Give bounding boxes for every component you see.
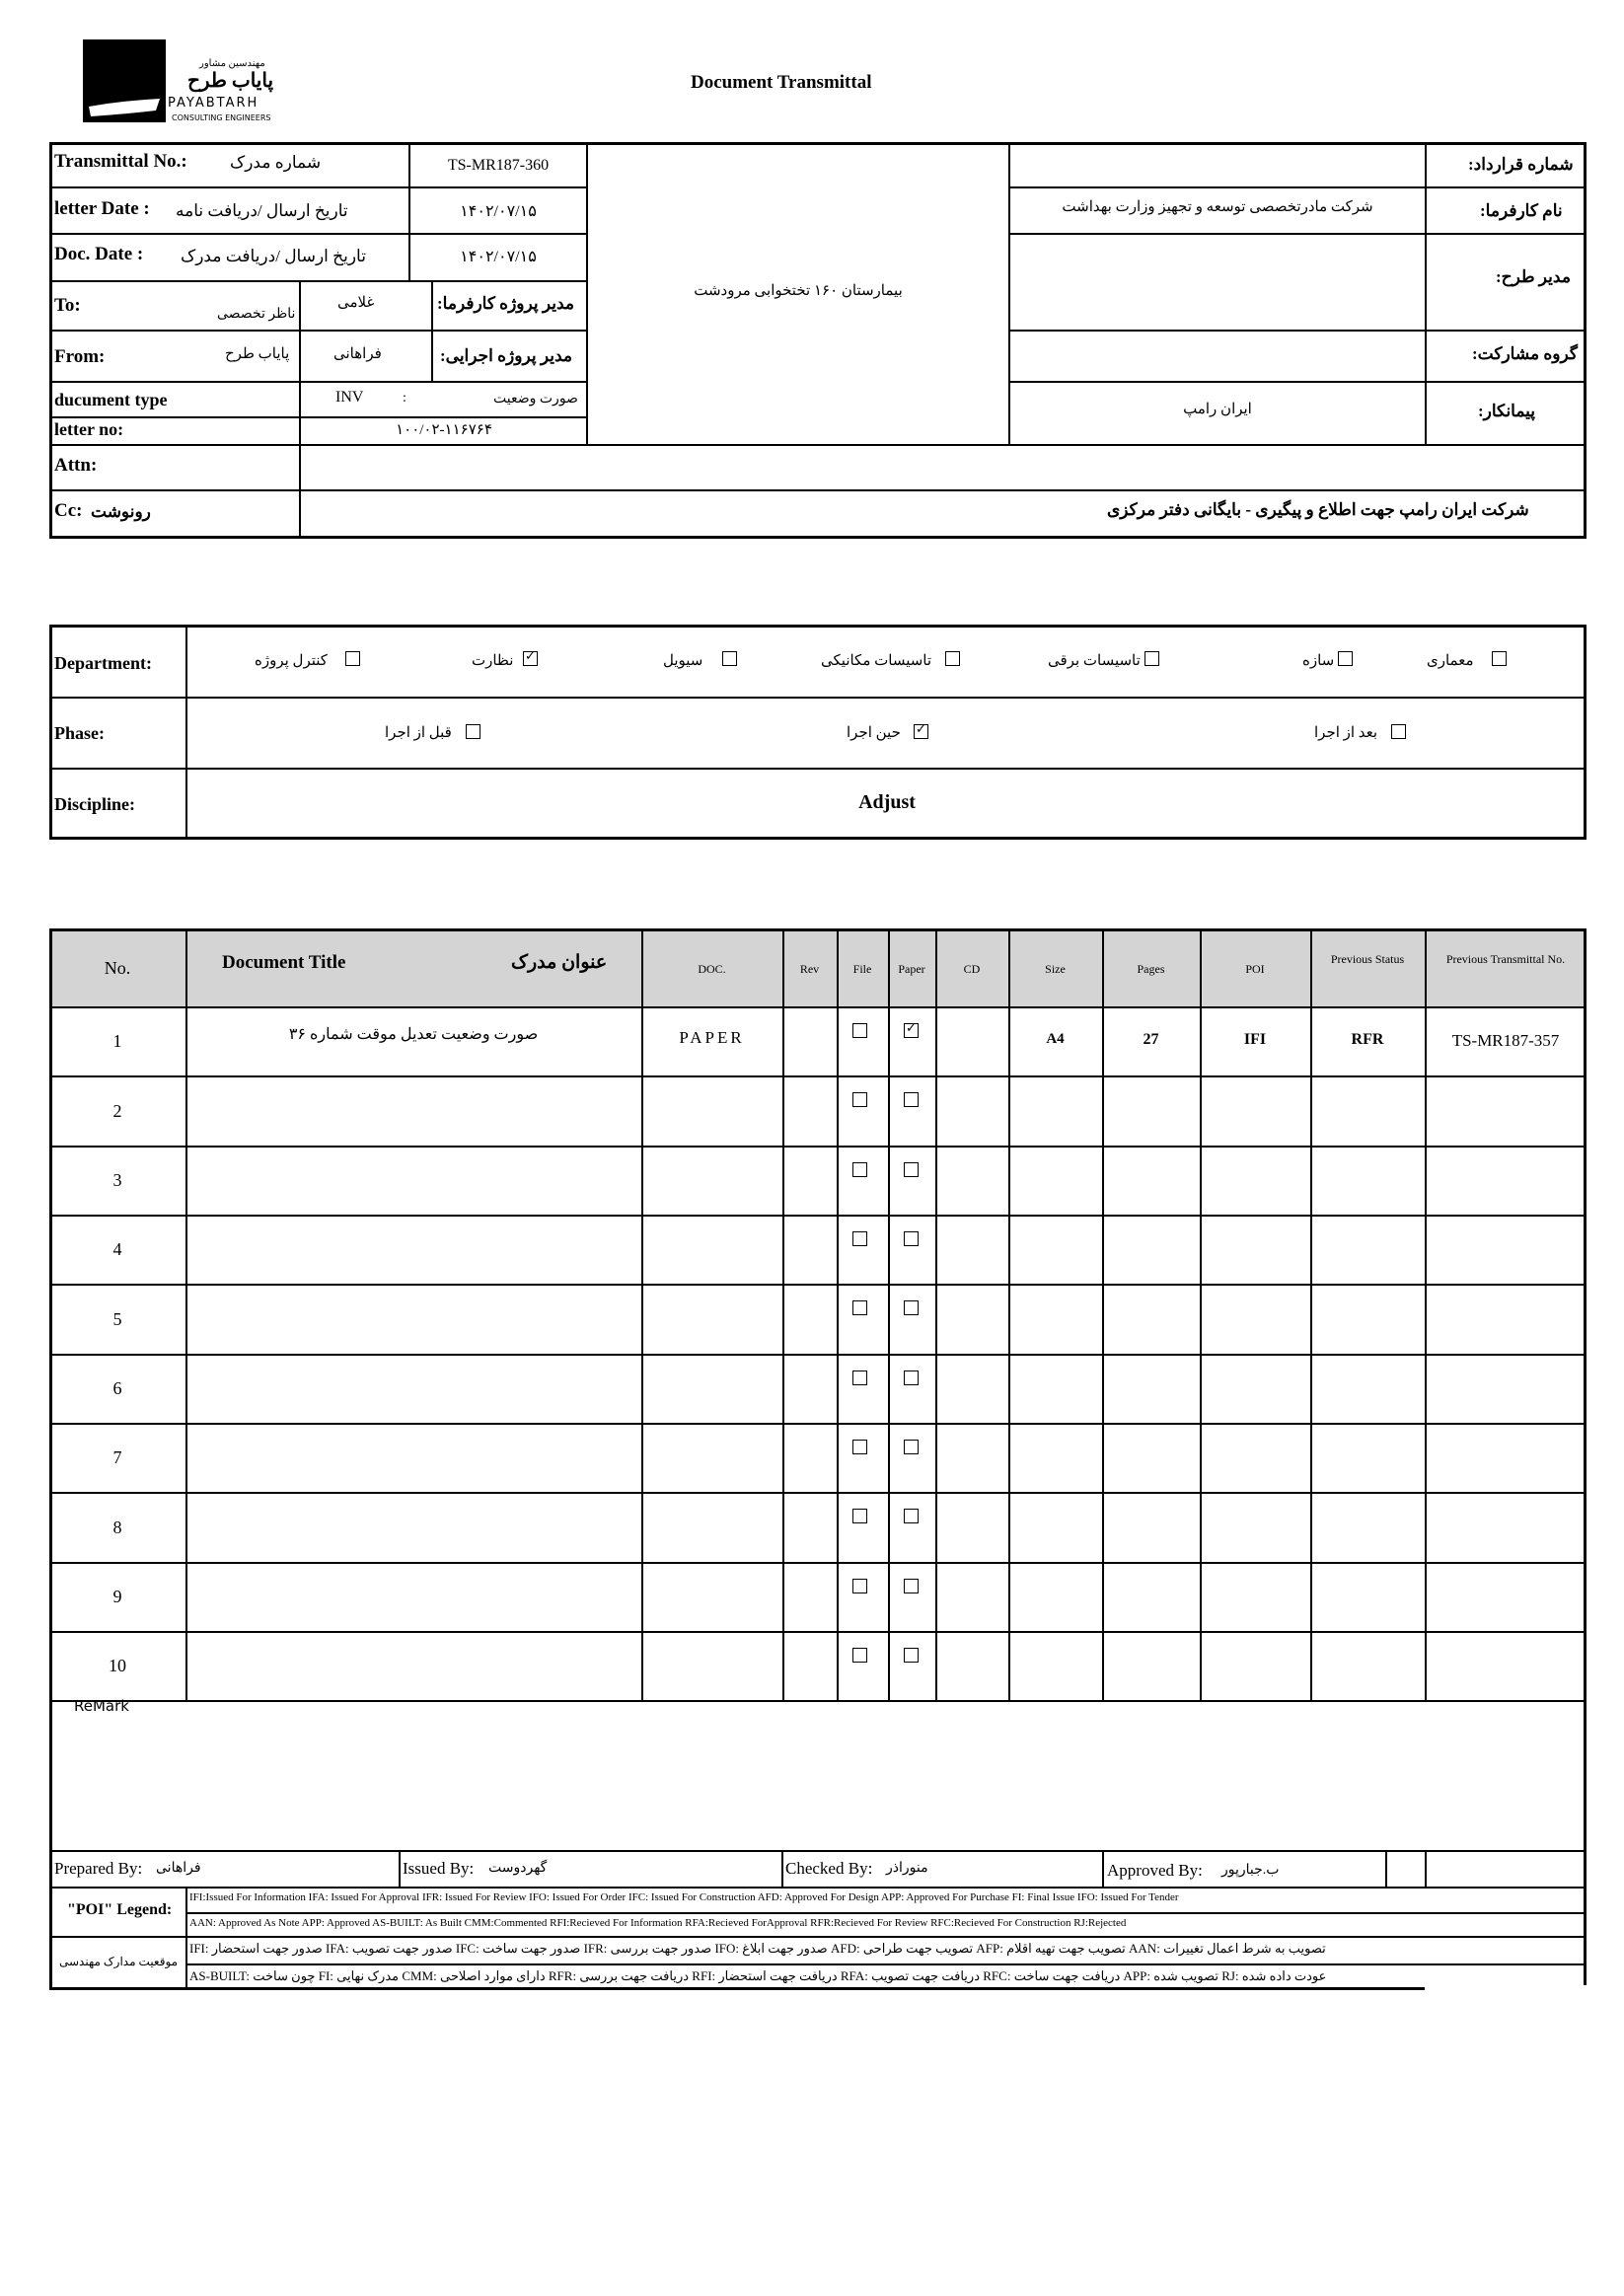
doc-type-value: INV [335,389,364,406]
from-role: مدیر پروژه اجرایی: [440,346,572,365]
department-checkbox[interactable] [1492,651,1507,666]
cc-value: شرکت ایران رامپ جهت اطلاع و پیگیری - بایگانی دفتر مرکزی [1107,500,1529,519]
file-checkbox[interactable] [852,1579,867,1593]
paper-checkbox[interactable] [904,1509,919,1523]
logo-fa-name: پایاب طرح [187,70,274,92]
header-file: File [852,962,872,976]
header-prev-status: Previous Status [1330,952,1405,966]
header-size: Size [1045,962,1066,976]
from-value: پایاب طرح [225,346,290,362]
letter-date-fa: تاریخ ارسال /دریافت نامه [176,201,348,220]
file-checkbox[interactable] [852,1092,867,1107]
cell-prev-status: RFR [1351,1031,1384,1048]
department-checkbox[interactable] [722,651,737,666]
client-label: نام کارفرما: [1480,201,1563,220]
logo-en-name: PAYABTARH [168,96,259,111]
header-poi: POI [1245,962,1265,976]
to-person: غلامی [337,295,375,311]
phase-checkbox[interactable] [466,724,480,739]
department-checkbox[interactable] [345,651,360,666]
header-no: No. [104,958,131,978]
poi-legend-line2: AAN: Approved As Note APP: Approved AS-BUILT: As Built CMM:Commented RFI:Recieved For Information RFA:Recieved ForApproval RFR:Recieved For Review RFC:Recieved For Construction RJ:Rejected [189,1917,1127,1929]
issued-by-name: گهردوست [488,1861,548,1876]
header-pages: Pages [1137,962,1165,976]
department-option-label: کنترل پروژه [255,653,328,669]
file-checkbox[interactable] [852,1231,867,1246]
phase-label: Phase: [54,723,105,743]
file-checkbox[interactable] [852,1300,867,1315]
poi-legend-label: "POI" Legend: [67,1901,173,1918]
phase-option-label: قبل از اجرا [385,725,452,741]
prepared-by-label: Prepared By: [54,1859,143,1878]
paper-checkbox[interactable] [904,1440,919,1454]
department-option-label: سازه [1302,653,1335,669]
letter-no-label: letter no: [54,419,124,439]
fa-legend-line1: IFI: صدور جهت استحضار IFA: صدور جهت تصویب IFC: صدور جهت ساخت IFR: صدور جهت بررسی IFO: صدور جهت ابلاغ AFD: تصویب جهت طراحی AFP: تصویب جهت تهیه اقلام AAN: تصویب به شرط اعمال تغییرات [189,1941,1326,1956]
discipline-value: Adjust [858,791,916,813]
checked-by-label: Checked By: [785,1859,873,1878]
file-checkbox[interactable] [852,1648,867,1663]
paper-checkbox[interactable] [904,1231,919,1246]
phase-option-label: بعد از اجرا [1314,725,1378,741]
to-role: مدیر پروژه کارفرما: [437,294,575,313]
paper-checkbox[interactable] [904,1648,919,1663]
doc-date-label: Doc. Date : [54,244,144,264]
header-title-fa: عنوان مدرک [511,952,608,973]
cell-size: A4 [1046,1031,1065,1047]
header-prev-transmittal: Previous Transmittal No. [1445,952,1566,966]
letter-date-value: ۱۴۰۲/۰۷/۱۵ [460,203,537,220]
department-option-label: سیویل [663,653,703,669]
logo-en-sub: CONSULTING ENGINEERS [172,113,271,122]
header-title-en: Document Title [222,952,346,973]
fa-legend-line2: AS-BUILT: چون ساخت FI: مدرک نهایی CMM: دارای موارد اصلاحی RFR: دریافت جهت بررسی RFI: دریافت جهت استحضار RFA: دریافت جهت تصویب RFC: دریافت جهت ساخت APP: تصویب شده RJ: عودت داده شده [189,1968,1327,1983]
doc-type-colon: : [403,391,406,406]
partnership-label: گروه مشارکت: [1472,344,1578,363]
logo-fa-top: مهندسین مشاور [199,58,265,69]
plan-manager-label: مدیر طرح: [1496,267,1571,286]
paper-checkbox[interactable] [904,1300,919,1315]
file-checkbox[interactable] [852,1509,867,1523]
department-option-label: تاسیسات مکانیکی [821,653,932,669]
cell-doc: PAPER [679,1028,745,1047]
transmittal-no-label: Transmittal No.: [54,151,187,172]
cc-label: Cc: [54,500,83,521]
file-checkbox[interactable] [852,1162,867,1177]
file-checkbox[interactable] [852,1440,867,1454]
poi-legend-line1: IFI:Issued For Information IFA: Issued For Approval IFR: Issued For Review IFO: Issued For Order IFC: Issued For Construction AFD: Approved For Design APP: Approved For Purchase FI: Final Issue IFO: Issued For Tender [189,1891,1179,1903]
from-person: فراهانی [333,346,382,362]
letter-no-value: ۱۰۰/۰۲-۱۱۶۷۶۴ [396,422,492,438]
cell-no: 2 [112,1101,122,1121]
fa-legend-label: موقعیت مدارک مهندسی [59,1955,179,1968]
phase-option-label: حین اجرا [847,725,901,741]
header-rev: Rev [799,962,820,976]
contract-no-label: شماره قرارداد: [1468,155,1574,174]
cell-no: 3 [112,1170,122,1190]
department-option-label: تاسیسات برقی [1048,653,1141,669]
header-cd: CD [963,962,981,976]
from-label: From: [54,346,106,367]
issued-by-label: Issued By: [403,1859,475,1878]
cell-no: 1 [112,1031,122,1051]
doc-date-value: ۱۴۰۲/۰۷/۱۵ [460,249,537,265]
phase-checkbox[interactable] [914,724,928,739]
cell-title: صورت وضعیت تعدیل موقت شماره ۳۶ [288,1026,539,1043]
paper-checkbox[interactable] [904,1370,919,1385]
paper-checkbox[interactable] [904,1023,919,1038]
paper-checkbox[interactable] [904,1092,919,1107]
page-title: Document Transmittal [691,72,872,93]
phase-checkbox[interactable] [1391,724,1406,739]
letter-date-label: letter Date : [54,198,150,219]
cell-pages: 27 [1143,1031,1159,1048]
logo-mark-icon [83,39,166,122]
cell-no: 6 [112,1378,122,1398]
department-checkbox[interactable] [1338,651,1353,666]
cell-no: 4 [112,1239,122,1259]
department-checkbox[interactable] [945,651,960,666]
file-checkbox[interactable] [852,1370,867,1385]
approved-by-label: Approved By: [1107,1861,1203,1880]
company-logo [83,39,290,128]
cc-fa: رونوشت [91,502,151,521]
cell-poi: IFI [1243,1031,1267,1048]
header-paper: Paper [898,962,925,976]
checked-by-name: منوراذر [886,1861,928,1876]
transmittal-no-fa: شماره مدرک [230,153,322,172]
cell-no: 8 [112,1518,122,1537]
cell-no: 5 [112,1309,122,1329]
to-label: To: [54,295,81,316]
paper-checkbox[interactable] [904,1162,919,1177]
cell-prev-transmittal: TS-MR187-357 [1451,1031,1560,1050]
department-checkbox[interactable] [1144,651,1159,666]
prepared-by-name: فراهانی [156,1861,201,1876]
project-name: بیمارستان ۱۶۰ تختخوابی مرودشت [694,283,903,299]
transmittal-no-value: TS-MR187-360 [447,157,550,174]
doc-date-fa: تاریخ ارسال /دریافت مدرک [181,247,366,265]
approved-by-name: ب.جبارپور [1221,1863,1280,1878]
department-option-label: معماری [1427,653,1474,669]
doc-type-fa: صورت وضعیت [493,392,578,407]
department-option-label: نظارت [472,653,514,669]
department-checkbox[interactable] [523,651,538,666]
discipline-label: Discipline: [54,794,136,814]
cell-no: 10 [109,1656,126,1675]
to-value: ناظر تخصصی [217,307,296,322]
header-doc: DOC. [698,962,726,976]
cell-no: 9 [112,1587,122,1606]
contractor-value: ایران رامپ [1183,402,1252,417]
document-table [49,928,1587,1990]
contractor-label: پیمانکار: [1478,402,1536,420]
doc-type-label: ducument type [54,390,168,409]
client-value: شرکت مادرتخصصی توسعه و تجهیز وزارت بهداشت [1062,199,1373,215]
file-checkbox[interactable] [852,1023,867,1038]
remark-label: ReMark [74,1697,129,1715]
department-label: Department: [54,653,152,673]
attn-label: Attn: [54,455,98,476]
paper-checkbox[interactable] [904,1579,919,1593]
cell-no: 7 [112,1447,122,1467]
